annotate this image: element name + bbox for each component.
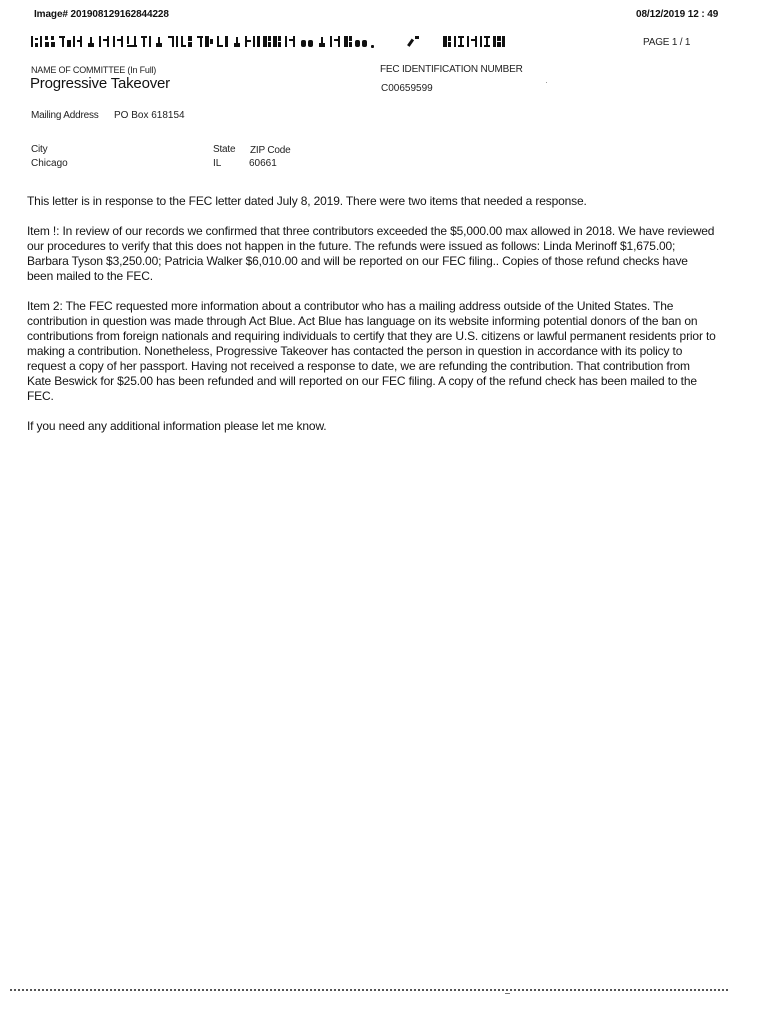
letter-closing: If you need any additional information please let me know. bbox=[27, 419, 327, 433]
mailing-address-label: Mailing Address bbox=[31, 110, 99, 121]
footer-mark bbox=[505, 993, 510, 994]
zip-label: ZIP Code bbox=[250, 145, 291, 156]
letter-body bbox=[27, 194, 717, 449]
image-number: Image# 201908129162844228 bbox=[34, 9, 169, 20]
state-value: IL bbox=[213, 158, 222, 169]
fec-id-label: FEC IDENTIFICATION NUMBER bbox=[380, 64, 523, 75]
fec-id-value: C00659599 bbox=[381, 83, 433, 94]
letter-item-1: Item !: In review of our records we confirmed that three contributors exceeded the $5,000.00 max allowed in 2018. We have reviewed our procedures to verify that this does not happen in the future. The refunds were issued as follows: Linda Merinoff $1,675.00; Barbara Tyson $3,250.00; Patricia Walker $6,010.00 and will be reported on our FEC filing.. Copies of those refund checks have been mailed to the FEC. bbox=[27, 224, 715, 283]
city-label: City bbox=[31, 144, 48, 155]
footer-dotted-rule bbox=[10, 989, 728, 991]
state-label: State bbox=[213, 144, 236, 155]
encoded-barcode-strip bbox=[31, 33, 531, 49]
committee-name: Progressive Takeover bbox=[30, 75, 170, 92]
letter-item-2: Item 2: The FEC requested more information about a contributor who has a mailing address outside of the United States. The contribution in question was made through Act Blue. Act Blue has language on its website informing potential donors of the ban on contributions from foreign nationals and requiring individuals to certify that they are U.S. citizens or lawful permanent residents prior to making a contribution. Nonetheless, Progressive Takeover has contacted the person in question in accordance with its policy to request a copy of her passport. Having not received a response to date, we are refunding the contribution. That contribution from Kate Beswick for $25.00 has been refunded and will reported on our FEC filing. A copy of the refund check has been mailed to the FEC. bbox=[27, 299, 716, 403]
letter-intro: This letter is in response to the FEC letter dated July 8, 2019. There were two items that needed a response. bbox=[27, 194, 587, 208]
mailing-address-value: PO Box 618154 bbox=[114, 110, 185, 121]
scan-speck bbox=[546, 82, 547, 83]
zip-value: 60661 bbox=[249, 158, 277, 169]
city-value: Chicago bbox=[31, 158, 68, 169]
page-indicator: PAGE 1 / 1 bbox=[643, 37, 691, 48]
timestamp: 08/12/2019 12 : 49 bbox=[636, 9, 719, 20]
committee-name-label: NAME OF COMMITTEE (In Full) bbox=[31, 65, 157, 75]
